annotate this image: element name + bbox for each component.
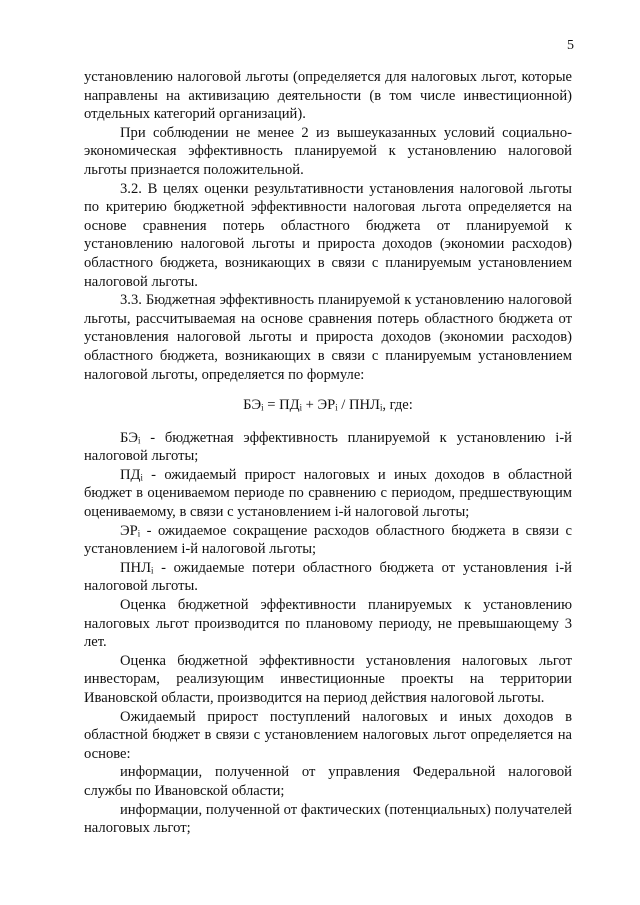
paragraph-conditions: При соблюдении не менее 2 из вышеуказанных условий социально-экономическая эффективность планируемой к установлению налоговой льготы признается положительной. (84, 124, 572, 178)
paragraph-investors: Оценка бюджетной эффективности установления налоговых льгот инвесторам, реализующим инвестиционные проекты на территории Ивановской области, производится на период действия налоговой льготы. (84, 652, 572, 706)
definition-pd: ПДᵢ - ожидаемый прирост налоговых и иных доходов в областной бюджет в оцениваемом периоде по сравнению с периодом, предшествующим оцениваемому, в связи с установлением i-й налоговой льготы; (84, 466, 572, 521)
paragraph-expected-growth: Ожидаемый прирост поступлений налоговых и иных доходов в областной бюджет в связи с установлением налоговых льгот определяется на основе: (84, 708, 572, 762)
paragraph-3-2: 3.2. В целях оценки результативности установления налоговой льготы по критерию бюджетной эффективности налоговая льгота определяется на основе сравнения потерь областного бюджета от планируемой к установлению налоговой льготы и прироста доходов (экономии расходов) областного бюджета, возникающих в связи с планируемым установлением налоговой льготы. (84, 180, 572, 290)
paragraph-planning-period: Оценка бюджетной эффективности планируемых к установлению налоговых льгот производится по плановому периоду, не превышающему 3 лет. (84, 597, 572, 651)
paragraph-3-3: 3.3. Бюджетная эффективность планируемой к установлению налоговой льготы, рассчитываемая на основе сравнения потерь областного бюджета от установления налоговой льготы и прироста доходов (экономии расходов) областного бюджета, возникающих в связи с планируемым установлением налоговой льготы, определяется по формуле: (84, 292, 572, 383)
definition-pnl: ПНЛᵢ - ожидаемые потери областного бюджета от установления i-й налоговой льготы. (84, 559, 572, 595)
definition-be: БЭᵢ - бюджетная эффективность планируемой к установлению i-й налоговой льготы; (84, 429, 572, 465)
formula: БЭᵢ = ПДᵢ + ЭРᵢ / ПНЛᵢ, где: (243, 397, 413, 414)
list-item-tax-service: информации, полученной от управления Федеральной налоговой службы по Ивановской области; (84, 764, 572, 799)
definition-er: ЭРᵢ - ожидаемое сокращение расходов областного бюджета в связи с установлением i-й налоговой льготы; (84, 522, 572, 558)
list-item-recipients: информации, полученной от фактических (потенциальных) получателей налоговых льгот; (84, 801, 572, 837)
paragraph-continuation: установлению налоговой льготы (определяется для налоговых льгот, которые направлены на активизацию деятельности (в том числе инвестиционной) отдельных категорий организаций). (84, 69, 572, 123)
page-number: 5 (567, 38, 574, 53)
document-body (84, 68, 572, 838)
